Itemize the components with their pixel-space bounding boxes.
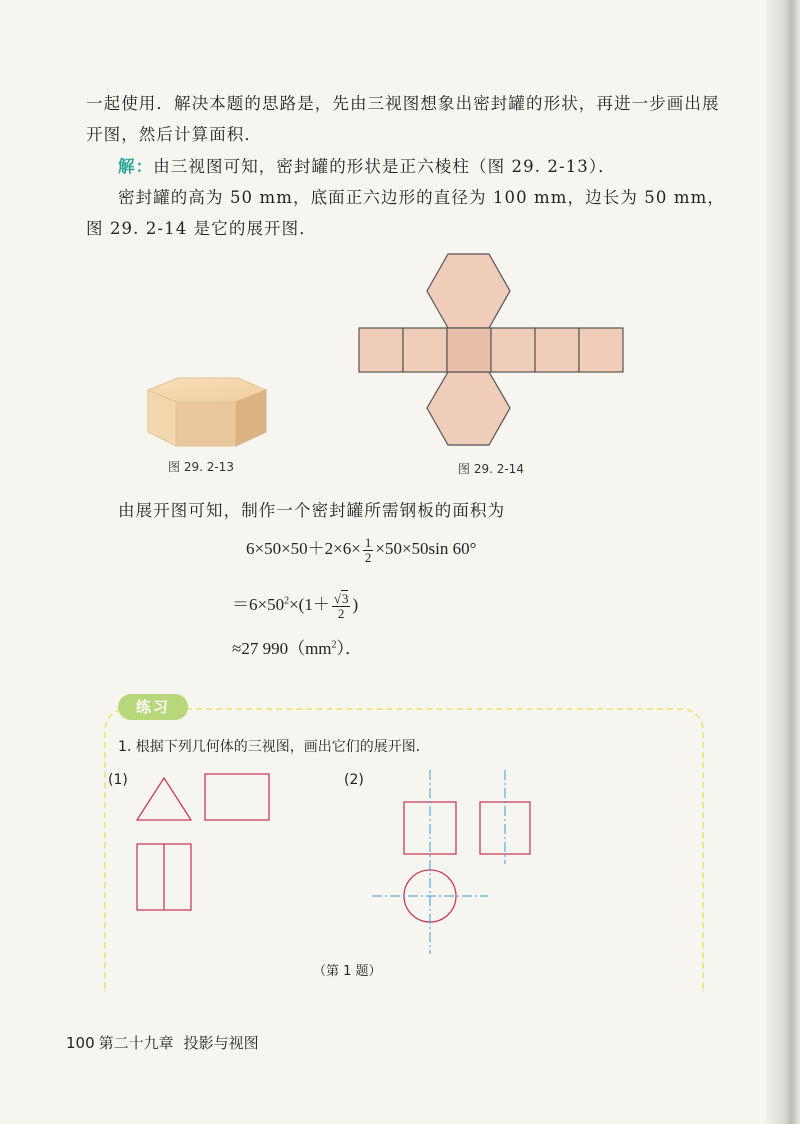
eq2-right: ) <box>352 595 359 614</box>
exercise-sub-1-label: (1) <box>108 772 128 788</box>
eq3-value: ≈27 990（mm <box>232 639 332 658</box>
exercise-label: 练习 <box>118 694 188 720</box>
eq2-fraction <box>332 592 351 621</box>
net-face-1 <box>359 328 403 372</box>
three-view-drawing-2 <box>368 768 540 954</box>
prism-net-figure <box>355 250 630 452</box>
equation-line-2 <box>232 590 358 621</box>
book-spine-shadow <box>766 0 800 1124</box>
hexagonal-prism-figure <box>140 370 280 450</box>
eq2-frac-den: 2 <box>337 605 345 621</box>
computation-intro <box>118 495 718 526</box>
eq2-mid: ×(1＋ <box>289 595 330 614</box>
side-view-rectangle <box>205 774 269 820</box>
computation-intro-text: 由展开图可知，制作一个密封罐所需钢板的面积为 <box>118 501 506 520</box>
net-face-6 <box>579 328 623 372</box>
paragraph-solution <box>118 151 728 182</box>
three-view-drawing-1 <box>134 770 274 915</box>
paragraph-intro-text: 一起使用．解决本题的思路是，先由三视图想象出密封罐的形状，再进一步画出展开图，然后计算面积． <box>86 94 720 144</box>
net-top-hexagon <box>427 254 510 328</box>
prism-front-face <box>176 402 236 446</box>
eq1-left: 6×50×50＋2×6× <box>246 539 361 558</box>
eq2-sqrt-value: 3 <box>341 590 349 606</box>
paragraph-dimensions <box>86 182 726 244</box>
net-face-2 <box>403 328 447 372</box>
front-view-triangle <box>137 778 191 820</box>
eq1-fraction <box>363 536 374 565</box>
eq3-end: ）． <box>336 639 363 658</box>
exercise-sub-2-label: (2) <box>344 772 364 788</box>
eq1-frac-den: 2 <box>364 549 372 565</box>
figure-13-caption: 图 29. 2-13 <box>168 460 234 474</box>
solution-label: 解： <box>118 157 154 176</box>
exercise-caption: （第 1 题） <box>313 964 382 979</box>
equation-line-1 <box>246 534 476 565</box>
eq1-right: ×50×50sin 60° <box>375 539 477 558</box>
paragraph-intro <box>86 88 726 150</box>
figure-14-caption: 图 29. 2-14 <box>458 462 524 476</box>
chapter-title: 投影与视图 <box>183 1034 259 1052</box>
net-face-3 <box>447 328 491 372</box>
dimensions-text: 密封罐的高为 50 mm，底面正六边形的直径为 100 mm，边长为 50 mm，图 29. 2-14 是它的展开图． <box>86 188 725 238</box>
eq3-exponent: 2 <box>331 639 337 651</box>
eq2-exponent: 2 <box>284 595 290 607</box>
exercise-question-1: 1. 根据下列几何体的三视图，画出它们的展开图． <box>118 739 430 755</box>
eq2-frac-num: √3 <box>333 590 349 606</box>
net-face-4 <box>491 328 535 372</box>
page-number: 100 <box>66 1034 95 1052</box>
net-bottom-hexagon <box>427 372 510 445</box>
equation-line-3 <box>232 634 362 659</box>
eq1-frac-num: 1 <box>364 534 372 550</box>
solution-text: 由三视图可知，密封罐的形状是正六棱柱（图 29. 2-13）． <box>153 157 616 176</box>
net-face-5 <box>535 328 579 372</box>
page-footer <box>66 1032 259 1053</box>
chapter-label: 第二十九章 <box>98 1034 174 1052</box>
eq2-left: ＝6×50 <box>232 595 285 614</box>
